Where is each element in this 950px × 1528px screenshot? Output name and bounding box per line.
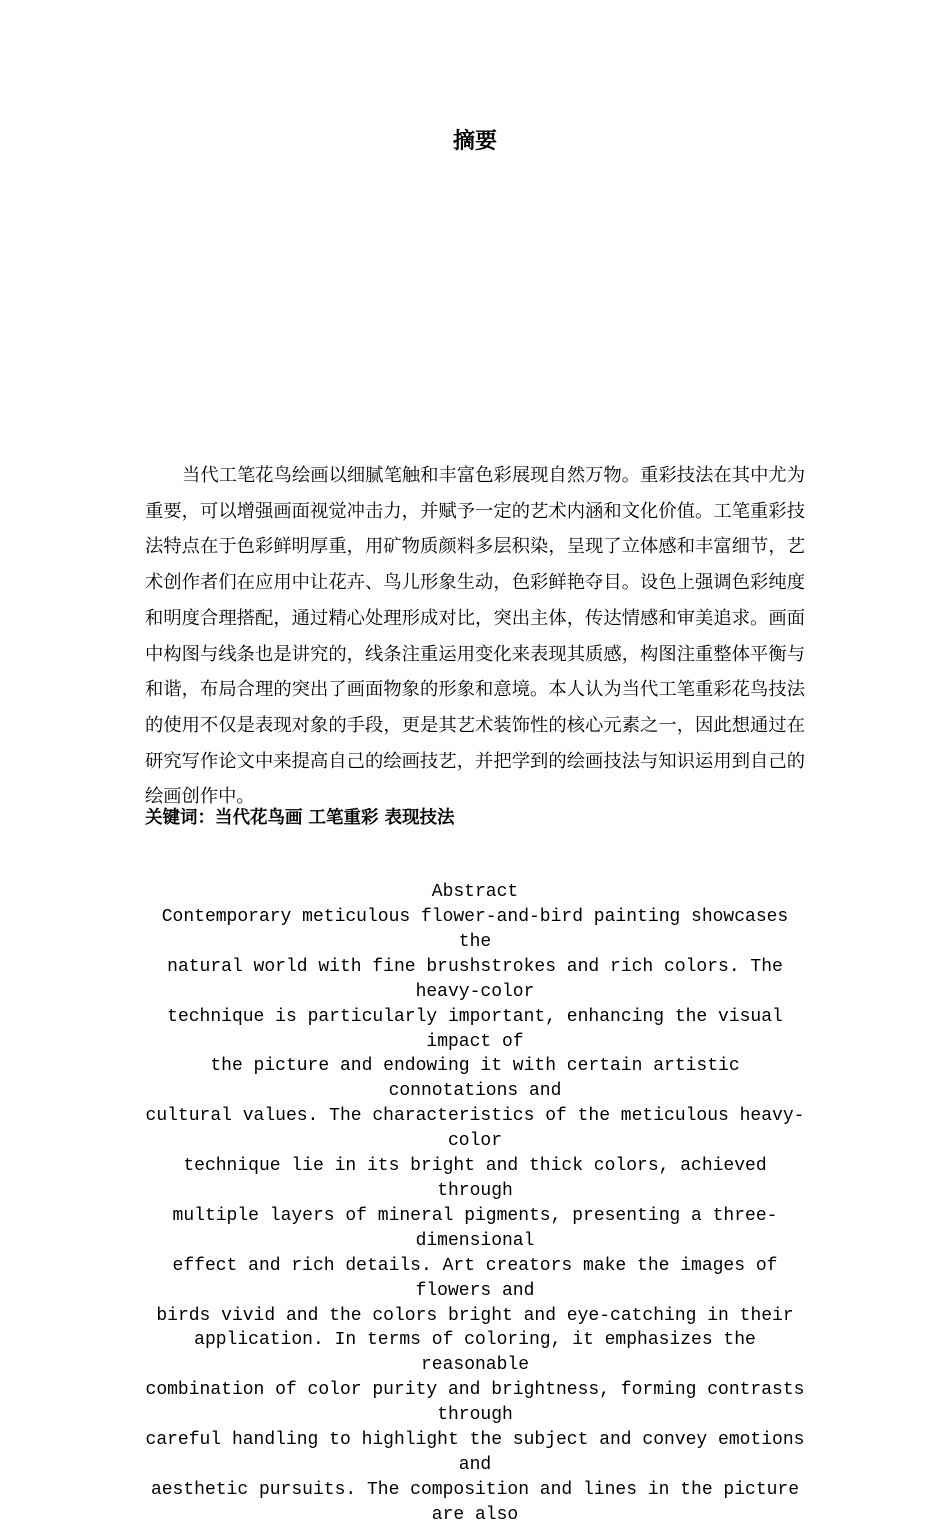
abstract-en-line: Contemporary meticulous flower-and-bird painting showcases the — [161, 907, 789, 952]
abstract-en-line: cultural values. The characteristics of the meticulous heavy-color — [145, 1106, 805, 1152]
keyword-item: 工笔重彩 — [308, 808, 379, 828]
abstract-en-line: effect and rich details. Art creators make the images of flowers and — [172, 1255, 778, 1301]
abstract-en-line: multiple layers of mineral pigments, presenting a three-dimensional — [172, 1205, 778, 1251]
abstract-en-line: technique is particularly important, enhancing the visual impact of — [167, 1006, 783, 1052]
abstract-en-line: birds vivid and the colors bright and eye-catching in their — [156, 1305, 794, 1326]
abstract-en-body — [143, 905, 807, 1528]
abstract-en-line: combination of color purity and brightness, forming contrasts through — [145, 1380, 805, 1426]
abstract-en-line: application. In terms of coloring, it emphasizes the reasonable — [194, 1330, 756, 1376]
keyword-item: 表现技法 — [384, 808, 455, 828]
abstract-en-title: Abstract — [431, 882, 519, 902]
abstract-en-line: technique lie in its bright and thick colors, achieved through — [183, 1156, 767, 1201]
abstract-en-line: natural world with fine brushstrokes and rich colors. The heavy-color — [167, 956, 783, 1002]
keywords-line — [145, 804, 805, 832]
abstract-cn-title: 摘要 — [452, 129, 497, 154]
abstract-en-line: careful handling to highlight the subject and convey emotions and — [145, 1430, 805, 1475]
abstract-en-line: aesthetic pursuits. The composition and lines in the picture are also — [150, 1479, 800, 1525]
keywords-label: 关键词： — [145, 808, 215, 828]
keyword-item: 当代花鸟画 — [215, 808, 303, 828]
abstract-en-line: the picture and endowing it with certain artistic connotations and — [210, 1056, 740, 1102]
abstract-cn-body: 当代工笔花鸟绘画以细腻笔触和丰富色彩展现自然万物。重彩技法在其中尤为重要，可以增强画面视觉冲击力，并赋予一定的艺术内涵和文化价值。工笔重彩技法特点在于色彩鲜明厚重，用矿物质颜料多层积染，呈现了立体感和丰富细节，艺术创作者们在应用中让花卉、鸟儿形象生动，色彩鲜艳夺目。设色上强调色彩纯度和明度合理搭配，通过精心处理形成对比，突出主体，传达情感和审美追求。画面中构图与线条也是讲究的，线条注重运用变化来表现其质感，构图注重整体平衡与和谐，布局合理的突出了画面物象的形象和意境。本人认为当代工笔重彩花鸟技法的使用不仅是表现对象的手段，更是其艺术装饰性的核心元素之一，因此想通过在研究写作论文中来提高自己的绘画技艺，并把学到的绘画技法与知识运用到自己的绘画创作中。 — [145, 465, 805, 808]
